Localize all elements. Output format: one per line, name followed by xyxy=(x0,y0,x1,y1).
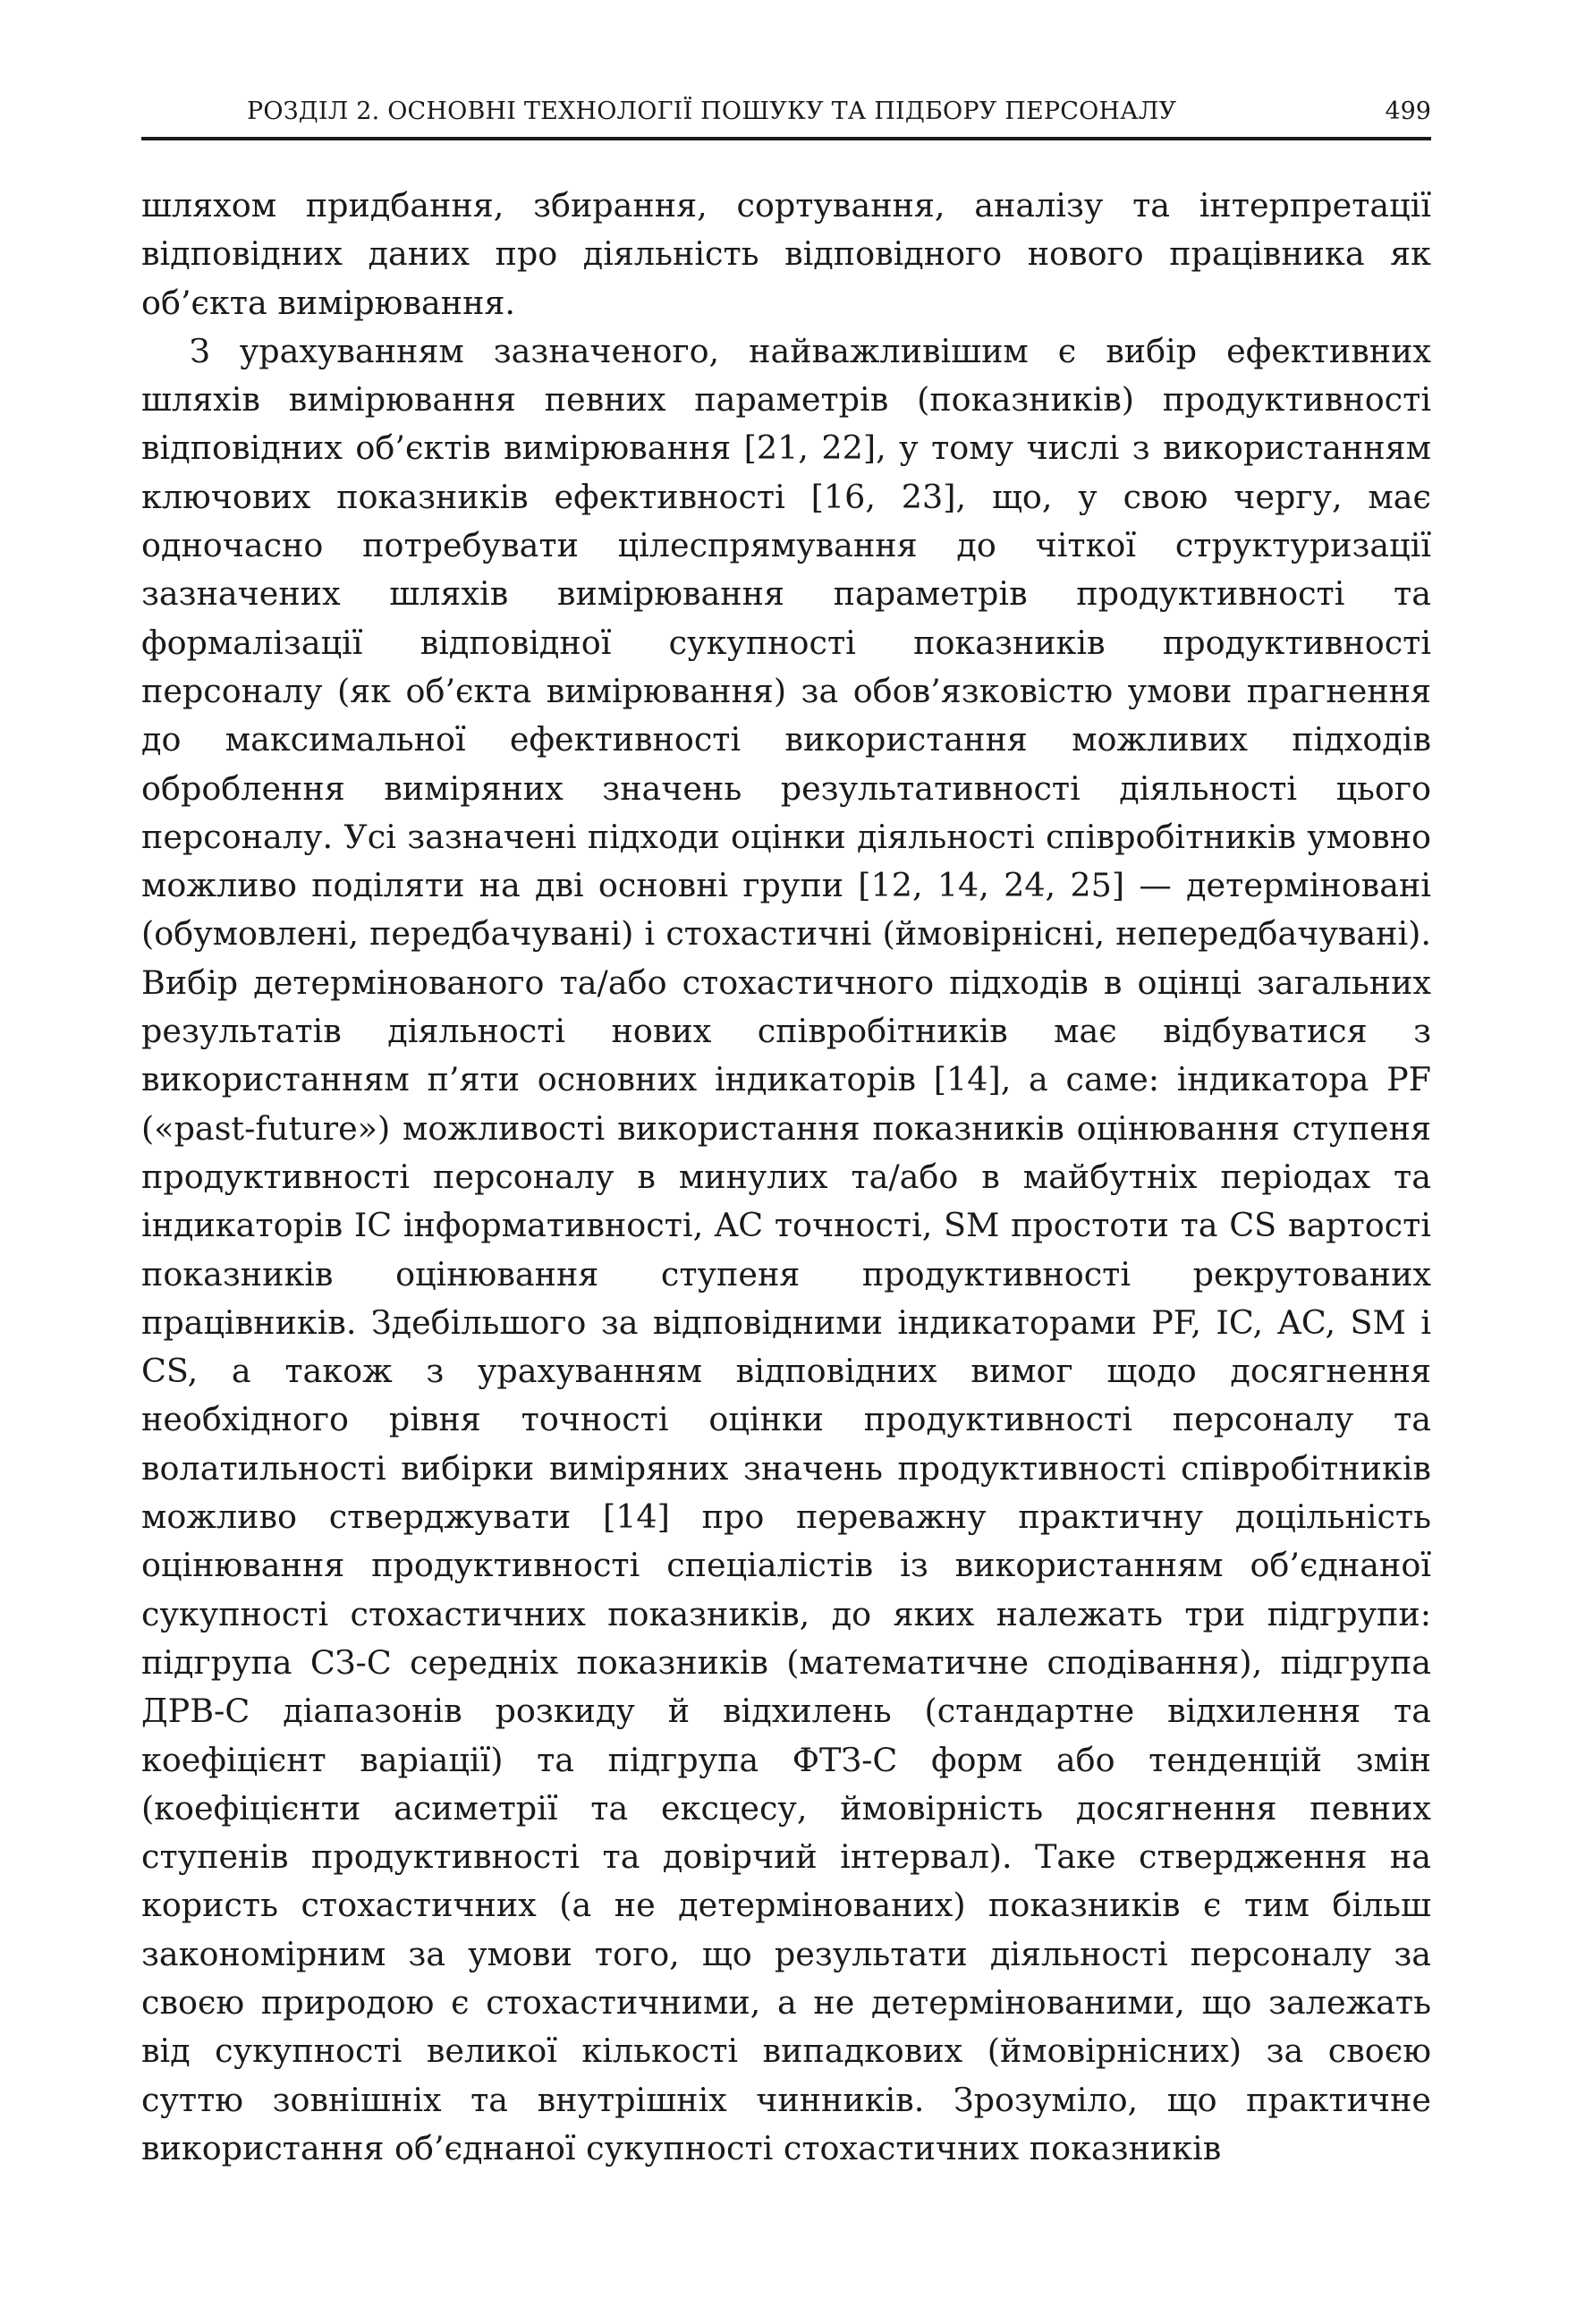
paragraph: З урахуванням зазначеного, найважливішим є вибір ефективних шляхів вимірювання певних параметрів (показників) продуктивності відповідних об’єктів вимірювання [21, 22], у тому числі з використанням ключових показників ефективності [16, 23], що, у свою чергу, має одночасно потребувати цілеспрямування до чіткої структуризації зазначених шляхів вимірювання параметрів продуктивності та формалізації відповідної сукупності показників продуктивності персоналу (як об’єкта вимірювання) за обов’язковістю умови прагнення до максимальної ефективності використання можливих підходів оброблення виміряних значень результативності діяльності цього персоналу. Усі зазначені підходи оцінки діяльності співробітників умовно можливо поділяти на дві основні групи [12, 14, 24, 25] — детерміновані (обумовлені, передбачувані) і стохастичні (ймовірнісні, непередбачувані). Вибір детермінованого та/або стохастичного підходів в оцінці загальних результатів діяльності нових співробітників має відбуватися з використанням п’яти основних індикаторів [14], а саме: індикатора PF («past-future») можливості використання показників оцінювання ступеня продуктивності персоналу в минулих та/або в майбутніх періодах та індикаторів IC інформативності, AC точності, SM простоти та CS вартості показників оцінювання ступеня продуктивності рекрутованих працівників. Здебільшого за відповідними індикаторами PF, IC, AC, SM і CS, а також з урахуванням відповідних вимог щодо досягнення необхідного рівня точності оцінки продуктивності персоналу та волатильності вибірки виміряних значень продуктивності співробітників можливо стверджувати [14] про переважну практичну доцільність оцінювання продуктивності спеціалістів із використанням об’єднаної сукупності стохастичних показників, до яких належать три підгрупи: підгрупа СЗ-С середніх показників (математичне сподівання), підгрупа ДРВ-С діапазонів розкиду й відхилень (стандартне відхилення та коефіцієнт варіації) та підгрупа ФТЗ-С форм або тенденцій змін (коефіцієнти асиметрії та ексцесу, ймовірність досягнення певних ступенів продуктивності та довірчий інтервал). Таке ствердження на користь стохастичних (а не детермінованих) показників є тим більш закономірним за умови того, що результати діяльності персоналу за своєю природою є стохастичними, а не детермінованими, що залежать від сукупності великої кількості випадкових (ймовірнісних) за своєю суттю зовнішніх та внутрішніх чинників. Зрозуміло, що практичне використання об’єднаної сукупності стохастичних показників xyxy=(141,331,1431,2167)
body-text xyxy=(141,182,1431,2173)
paragraph-continuation: шляхом придбання, збирання, сортування, аналізу та інтерпретації відповідних даних про діяльність відповідного нового працівника як об’єкта вимірювання. xyxy=(141,186,1431,322)
page-number: 499 xyxy=(1385,98,1431,125)
document-page xyxy=(141,94,1431,2173)
running-header xyxy=(141,94,1431,140)
chapter-title: РОЗДІЛ 2. ОСНОВНІ ТЕХНОЛОГІЇ ПОШУКУ ТА ПІДБОРУ ПЕРСОНАЛУ xyxy=(247,98,1177,125)
